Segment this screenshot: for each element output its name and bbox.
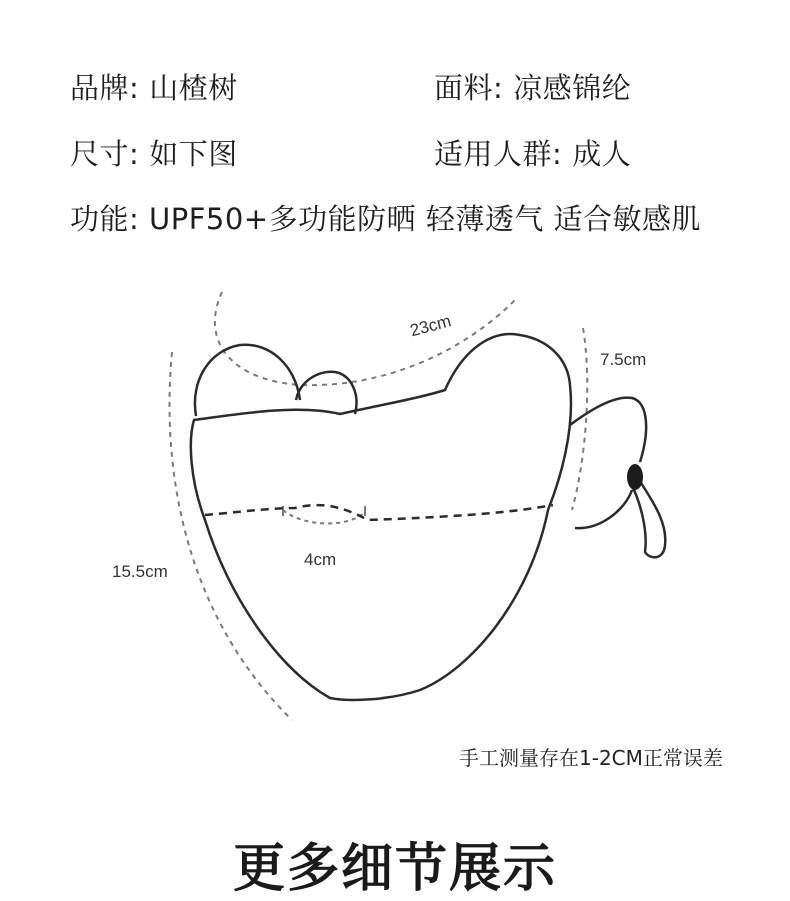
spec-audience-label: 适用人群: (434, 137, 563, 171)
spec-brand-label: 品牌: (70, 71, 140, 105)
nose-bridge-dimension-label: 4cm (304, 550, 337, 569)
spec-audience-value: 成人 (572, 137, 632, 171)
ear-loop-dimension-label: 7.5cm (600, 350, 647, 369)
ear-loop-outline (570, 398, 646, 529)
nose-bridge-dimension-line (283, 510, 365, 524)
mask-body-outline (191, 334, 571, 700)
mask-dimension-diagram (0, 270, 790, 740)
mask-left-lobe (195, 345, 300, 416)
measurement-error-note: 手工测量存在1-2CM正常误差 (459, 746, 723, 770)
mask-nose-lobe (296, 372, 356, 414)
spec-audience (434, 136, 631, 172)
section-title: 更多细节展示 (232, 839, 557, 899)
nose-seam-line (205, 505, 553, 520)
spec-function (70, 201, 701, 237)
spec-brand-value: 山楂树 (149, 71, 238, 105)
spec-size (70, 136, 238, 172)
spec-material-value: 凉感锦纶 (513, 71, 632, 105)
spec-material (434, 70, 631, 106)
ear-loop-adjuster (627, 464, 643, 490)
spec-function-label: 功能: (70, 202, 140, 236)
height-dimension-label: 15.5cm (112, 562, 168, 581)
top-arc-dimension-label: 23cm (408, 311, 454, 341)
spec-brand (70, 70, 238, 106)
spec-size-label: 尺寸: (70, 137, 140, 171)
spec-material-label: 面料: (434, 71, 504, 105)
spec-function-value: UPF50+多功能防晒 轻薄透气 适合敏感肌 (149, 202, 702, 236)
height-dimension-line (170, 352, 292, 720)
spec-size-value: 如下图 (149, 137, 238, 171)
top-arc-dimension-line (215, 292, 515, 385)
